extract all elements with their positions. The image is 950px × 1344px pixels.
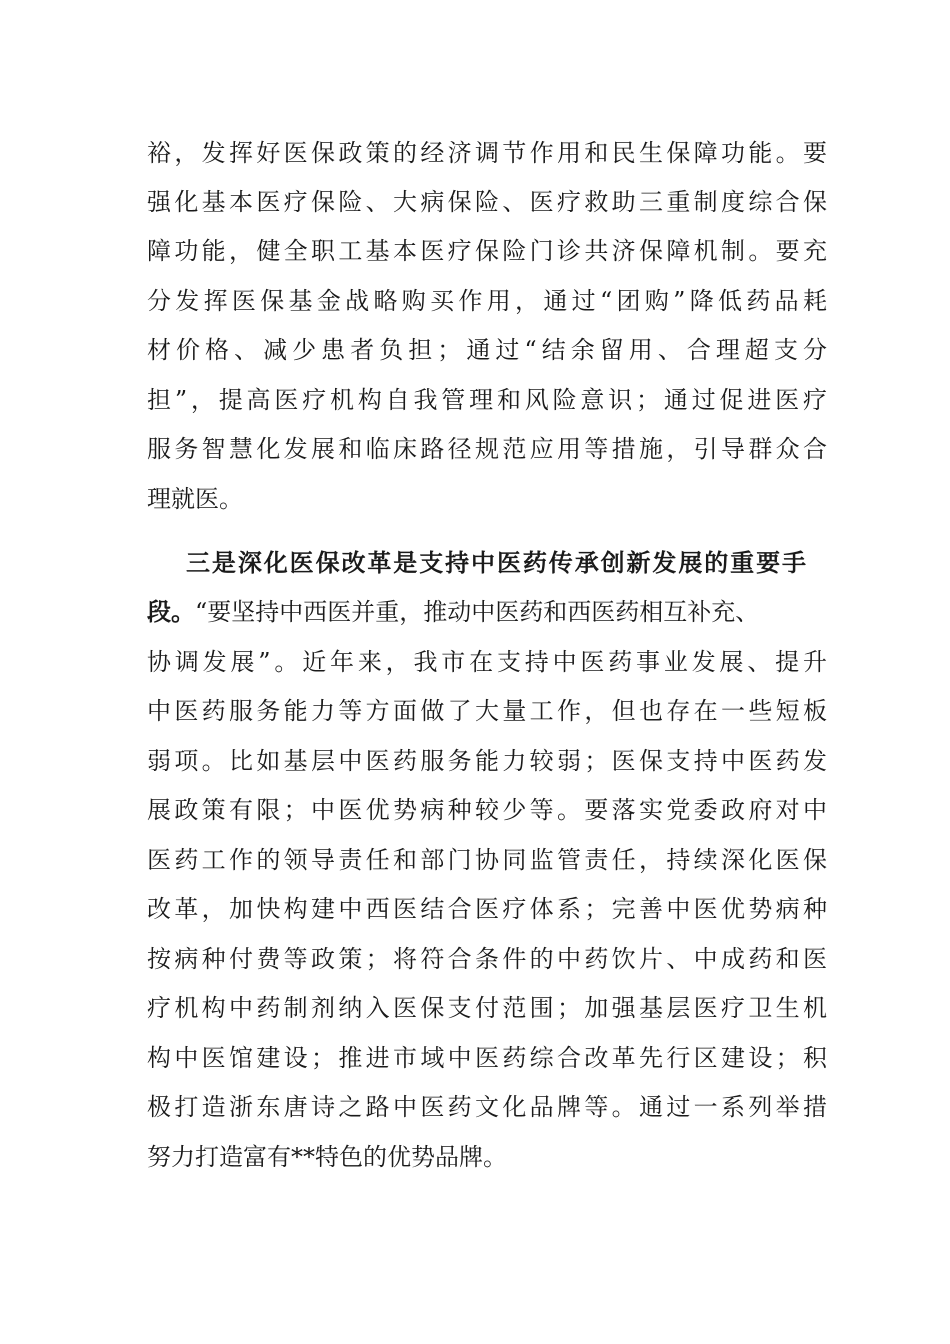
paragraph-2-line-7: 医药工作的领导责任和部门协同监管责任，持续深化医保 bbox=[147, 846, 827, 874]
paragraph-2-line-11: 构中医馆建设；推进市域中医药综合改革先行区建设；积 bbox=[147, 1044, 827, 1072]
paragraph-1-line-5: 材价格、减少患者负担；通过“结余留用、合理超支分 bbox=[147, 336, 827, 364]
paragraph-1-line-2: 强化基本医疗保险、大病保险、医疗救助三重制度综合保 bbox=[147, 188, 827, 216]
paragraph-2-line-5: 弱项。比如基层中医药服务能力较弱；医保支持中医药发 bbox=[147, 747, 827, 775]
paragraph-1-line-4: 分发挥医保基金战略购买作用，通过“团购”降低药品耗 bbox=[147, 287, 827, 315]
paragraph-1-line-8: 理就医。 bbox=[147, 485, 243, 513]
paragraph-1-line-1: 裕，发挥好医保政策的经济调节作用和民生保障功能。要 bbox=[147, 139, 827, 167]
paragraph-2-line-4: 中医药服务能力等方面做了大量工作，但也存在一些短板 bbox=[147, 697, 827, 725]
paragraph-2-quote-start: “要坚持中西医并重，推动中医药和西医药相互补充、 bbox=[195, 598, 760, 626]
paragraph-2-line-8: 改革，加快构建中西医结合医疗体系；完善中医优势病种 bbox=[147, 895, 827, 923]
paragraph-2-line-6: 展政策有限；中医优势病种较少等。要落实党委政府对中 bbox=[147, 796, 827, 824]
paragraph-2-line-13: 努力打造富有**特色的优势品牌。 bbox=[147, 1143, 507, 1171]
paragraph-2-heading-line-2 bbox=[147, 592, 837, 632]
paragraph-2-heading-line-1: 三是深化医保改革是支持中医药传承创新发展的重要手 bbox=[186, 548, 806, 577]
paragraph-2-line-10: 疗机构中药制剂纳入医保支付范围；加强基层医疗卫生机 bbox=[147, 994, 827, 1022]
paragraph-1-line-6: 担”，提高医疗机构自我管理和风险意识；通过促进医疗 bbox=[147, 386, 827, 414]
paragraph-1-line-7: 服务智慧化发展和临床路径规范应用等措施，引导群众合 bbox=[147, 435, 827, 463]
paragraph-2-line-12: 极打造浙东唐诗之路中医药文化品牌等。通过一系列举措 bbox=[147, 1093, 827, 1121]
paragraph-2-heading-end: 段。 bbox=[147, 597, 195, 626]
paragraph-1-line-3: 障功能，健全职工基本医疗保险门诊共济保障机制。要充 bbox=[147, 237, 827, 265]
paragraph-2-line-3: 协调发展”。近年来，我市在支持中医药事业发展、提升 bbox=[147, 648, 827, 676]
paragraph-2-line-9: 按病种付费等政策；将符合条件的中药饮片、中成药和医 bbox=[147, 945, 827, 973]
